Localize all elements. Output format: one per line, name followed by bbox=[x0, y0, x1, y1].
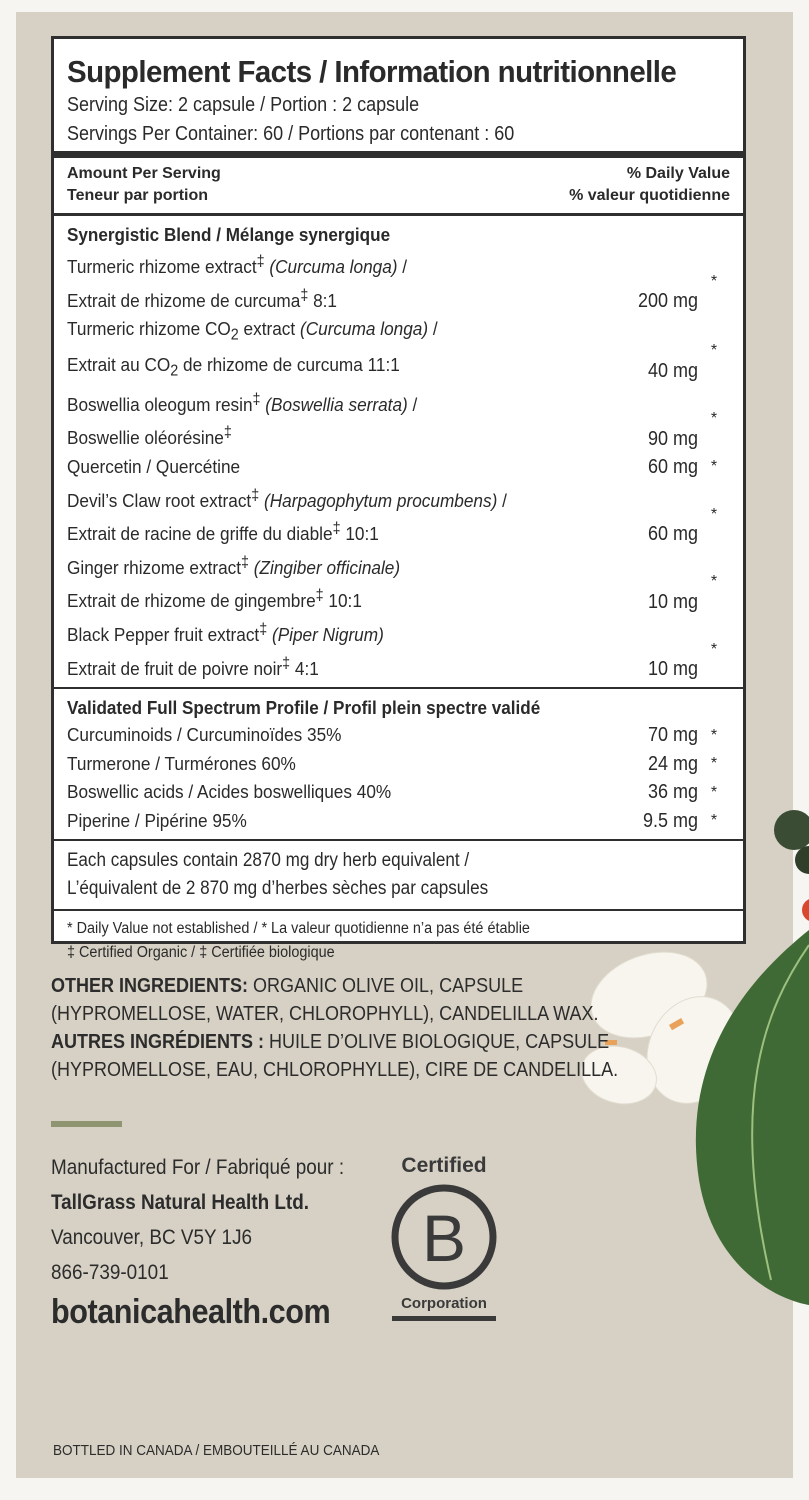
ingredient-line: Devil’s Claw root extract‡ (Harpagophytum procumbens) / bbox=[67, 486, 507, 511]
synergistic-blend-section bbox=[67, 216, 730, 687]
table-row bbox=[67, 721, 730, 750]
other-ingredients-fr-line1: AUTRES INGRÉDIENTS : HUILE D’OLIVE BIOLOGIQUE, CAPSULE bbox=[51, 1031, 610, 1053]
table-row bbox=[67, 248, 730, 315]
dv-marker: * bbox=[710, 573, 718, 591]
other-ingredients-fr-line2: (HYPROMELLOSE, EAU, CHLOROPHYLLE), CIRE DE CANDELILLA. bbox=[51, 1059, 619, 1081]
table-row bbox=[67, 482, 730, 549]
bottled-in-canada: BOTTLED IN CANADA / EMBOUTEILLÉ AU CANADA bbox=[53, 1442, 380, 1459]
ingredient-line: Extrait au $CO_2$ de rhizome de curcuma 11:1 bbox=[67, 353, 400, 380]
ingredient-amount: 10 mg bbox=[647, 657, 698, 680]
profile-amount: 36 mg bbox=[647, 781, 698, 804]
divider-thick bbox=[54, 151, 743, 158]
ingredient-amount: 40 mg bbox=[647, 360, 698, 383]
ingredient-line: Ginger rhizome extract‡ (Zingiber officinale) bbox=[67, 553, 401, 578]
table-row bbox=[67, 386, 730, 453]
ingredient-line: Turmeric rhizome $CO_2$ extract (Curcuma longa) / bbox=[67, 318, 438, 344]
bcorp-bottom-text: Corporation bbox=[401, 1295, 487, 1312]
website-link[interactable]: botanicahealth.com bbox=[51, 1293, 331, 1331]
ingredient-line: Turmeric rhizome extract‡ (Curcuma longa) / bbox=[67, 253, 408, 278]
ingredient-amount: 60 mg bbox=[647, 456, 698, 478]
herb-equivalent-en: Each capsules contain 2870 mg dry herb equivalent / bbox=[67, 850, 470, 872]
ingredient-amount: 200 mg bbox=[637, 289, 698, 312]
dv-marker: * bbox=[710, 812, 718, 830]
amount-header-en: Amount Per Serving bbox=[67, 165, 221, 182]
ingredient-line: Extrait de fruit de poivre noir‡ 4:1 bbox=[67, 654, 319, 679]
b-corp-logo bbox=[386, 1150, 502, 1326]
ingredient-line: Quercetin / Quercétine bbox=[67, 456, 241, 477]
supplement-facts-panel bbox=[51, 36, 746, 962]
servings-per-container: Servings Per Container: 60 / Portions par contenant : 60 bbox=[67, 123, 515, 145]
manufacturer-label: Manufactured For / Fabriqué pour : bbox=[51, 1156, 345, 1179]
ingredient-line: Boswellie oléorésine‡ bbox=[67, 424, 232, 449]
accent-bar bbox=[51, 1121, 122, 1127]
dv-header-fr: % valeur quotidienne bbox=[569, 187, 730, 204]
table-row bbox=[67, 778, 730, 807]
profile-amount: 70 mg bbox=[647, 724, 698, 747]
table-row bbox=[67, 807, 730, 836]
dv-marker: * bbox=[710, 755, 718, 773]
full-spectrum-section bbox=[67, 689, 730, 839]
dv-marker: * bbox=[710, 783, 718, 801]
blend-title: Synergistic Blend / Mélange synergique bbox=[67, 225, 391, 245]
dv-marker: * bbox=[710, 640, 718, 658]
bcorp-top-text: Certified bbox=[401, 1154, 487, 1177]
ingredient-line: Extrait de rhizome de gingembre‡ 10:1 bbox=[67, 587, 362, 612]
manufacturer-info bbox=[51, 1150, 377, 1334]
serving-size: Serving Size: 2 capsule / Portion : 2 capsule bbox=[67, 94, 420, 116]
table-row bbox=[67, 616, 730, 683]
ingredient-amount: 90 mg bbox=[647, 427, 698, 450]
footnote-organic: ‡ Certified Organic / ‡ Certifiée biologique bbox=[67, 944, 335, 962]
ingredient-line: Boswellia oleogum resin‡ (Boswellia serrata) / bbox=[67, 390, 418, 415]
herb-equivalent-note bbox=[67, 841, 730, 909]
footnotes bbox=[67, 911, 730, 971]
ingredient-amount: 10 mg bbox=[647, 590, 698, 613]
manufacturer-name: TallGrass Natural Health Ltd. bbox=[51, 1191, 310, 1214]
other-ingredients-en-line1: OTHER INGREDIENTS: ORGANIC OLIVE OIL, CAPSULE bbox=[51, 975, 524, 997]
footnote-daily-value: * Daily Value not established / * La valeur quotidienne n’a pas été établie bbox=[67, 920, 530, 938]
herb-equivalent-fr: L’équivalent de 2 870 mg d’herbes sèches par capsules bbox=[67, 878, 489, 900]
table-row bbox=[67, 750, 730, 779]
dv-marker: * bbox=[710, 341, 718, 359]
profile-amount: 9.5 mg bbox=[642, 809, 698, 832]
profile-label: Piperine / Pipérine 95% bbox=[67, 809, 247, 831]
profile-title: Validated Full Spectrum Profile / Profil plein spectre validé bbox=[67, 698, 541, 719]
amount-header-fr: Teneur par portion bbox=[67, 187, 209, 204]
bcorp-underline bbox=[392, 1316, 496, 1321]
dv-marker: * bbox=[710, 410, 718, 428]
bcorp-letter: B bbox=[421, 1201, 467, 1275]
ingredient-amount: 60 mg bbox=[647, 523, 698, 546]
ingredient-line: Black Pepper fruit extract‡ (Piper Nigrum) bbox=[67, 621, 384, 646]
profile-label: Curcuminoids / Curcuminoïdes 35% bbox=[67, 724, 342, 746]
facts-column-header bbox=[67, 158, 730, 213]
profile-label: Boswellic acids / Acides boswelliques 40% bbox=[67, 781, 392, 803]
facts-title: Supplement Facts / Information nutritionnelle bbox=[67, 54, 677, 89]
profile-label: Turmerone / Turmérones 60% bbox=[67, 752, 296, 774]
dv-header-en: % Daily Value bbox=[626, 165, 730, 182]
manufacturer-city: Vancouver, BC V5Y 1J6 bbox=[51, 1226, 253, 1249]
profile-amount: 24 mg bbox=[647, 752, 698, 775]
dv-marker: * bbox=[710, 506, 718, 524]
dv-marker: * bbox=[710, 458, 718, 476]
table-row bbox=[67, 453, 730, 482]
table-row bbox=[67, 315, 730, 385]
ingredient-line: Extrait de rhizome de curcuma‡ 8:1 bbox=[67, 286, 338, 311]
dv-marker: * bbox=[710, 272, 718, 290]
other-ingredients-en-line2: (HYPROMELLOSE, WATER, CHLOROPHYLL), CANDELILLA WAX. bbox=[51, 1003, 599, 1025]
manufacturer-phone: 866-739-0101 bbox=[51, 1261, 169, 1284]
table-row bbox=[67, 549, 730, 616]
other-ingredients bbox=[51, 972, 671, 1084]
ingredient-line: Extrait de racine de griffe du diable‡ 10:1 bbox=[67, 520, 379, 545]
dv-marker: * bbox=[710, 726, 718, 744]
